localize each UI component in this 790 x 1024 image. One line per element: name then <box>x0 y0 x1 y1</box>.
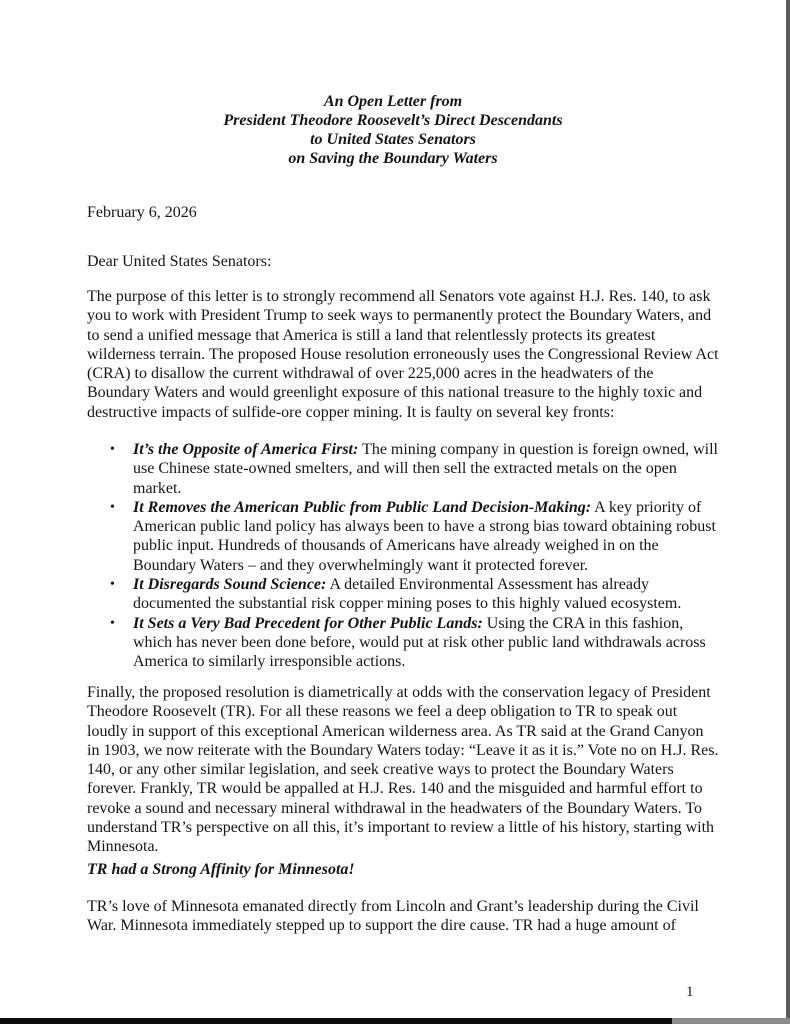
page-edge-shadow <box>786 0 790 1018</box>
bullet-text: The mining company in question is foreign owned, will use Chinese state-owned smelters, and will then sell the extracted metals on the open market. <box>133 441 718 497</box>
list-item <box>87 575 719 614</box>
bullet-text: Using the CRA in this fashion, which has never been done before, would put at risk other public land withdrawals across America to similarly irresponsible actions. <box>133 614 706 671</box>
letter-date: February 6, 2026 <box>87 204 197 221</box>
section-heading: TR had a Strong Affinity for Minnesota! <box>87 861 355 878</box>
title-line-2: President Theodore Roosevelt’s Direct Descendants <box>223 112 563 129</box>
salutation: Dear United States Senators: <box>87 253 272 270</box>
intro-paragraph: The purpose of this letter is to strongly recommend all Senators vote against H.J. Res. 140, to ask you to work with President Trump to seek ways to permanently protect the Boundary Waters, and to send a unified message that America is still a land that relentlessly protects its greatest wilderness terrain. The proposed House resolution erroneously uses the Congressional Review Act (CRA) to disallow the current withdrawal of over 225,000 acres in the headwaters of the Boundary Waters and would greenlight exposure of this national treasure to the highly toxic and destructive impacts of sulfide-ore copper mining. It is faulty on several key fronts: <box>87 288 719 421</box>
list-item <box>87 498 719 575</box>
bottom-bar-right <box>672 1018 790 1024</box>
letter-title <box>0 92 786 168</box>
bullet-text: A detailed Environmental Assessment has already documented the substantial risk copper mining poses to this highly valued ecosystem. <box>133 576 682 613</box>
list-item <box>87 614 719 672</box>
bullet-icon: • <box>110 577 115 593</box>
bullet-text: A key priority of American public land policy has always been to have a strong bias toward obtaining robust public input. Hundreds of thousands of Americans have already weighed in on the Boundary Waters – and they overwhelmingly want it protected forever. <box>133 498 716 574</box>
bullet-icon: • <box>110 442 115 457</box>
section-paragraph: TR’s love of Minnesota emanated directly from Lincoln and Grant’s leadership during the Civil War. Minnesota immediately stepped up to support the dire cause. TR had a huge amount of <box>87 898 699 935</box>
bottom-bar <box>0 1018 672 1024</box>
bullet-heading: It’s the Opposite of America First: <box>133 441 359 458</box>
bullet-icon: • <box>110 615 115 631</box>
bullet-icon: • <box>110 499 115 515</box>
title-line-4: on Saving the Boundary Waters <box>288 150 498 167</box>
title-line-3: to United States Senators <box>310 131 476 148</box>
bullet-heading: It Removes the American Public from Public Land Decision-Making: <box>133 498 592 516</box>
page-number: 1 <box>686 984 694 1000</box>
list-item <box>87 440 719 498</box>
key-fronts-list <box>87 440 719 672</box>
bullet-heading: It Sets a Very Bad Precedent for Other Public Lands: <box>133 614 483 632</box>
bullet-heading: It Disregards Sound Science: <box>133 576 327 594</box>
closing-paragraph: Finally, the proposed resolution is diametrically at odds with the conservation legacy of President Theodore Roosevelt (TR). For all these reasons we feel a deep obligation to TR to speak out loudly in support of this exceptional American wilderness area. As TR said at the Grand Canyon in 1903, we now reiterate with the Boundary Waters today: “Leave it as it is.” Vote no on H.J. Res. 140, or any other similar legislation, and seek creative ways to protect the Boundary Waters forever. Frankly, TR would be appalled at H.J. Res. 140 and the misguided and harmful effort to revoke a sound and necessary mineral withdrawal in the headwaters of the Boundary Waters. To understand TR’s perspective on all this, it’s important to review a little of his history, starting with Minnesota. <box>87 684 719 856</box>
title-line-1: An Open Letter from <box>323 93 463 110</box>
